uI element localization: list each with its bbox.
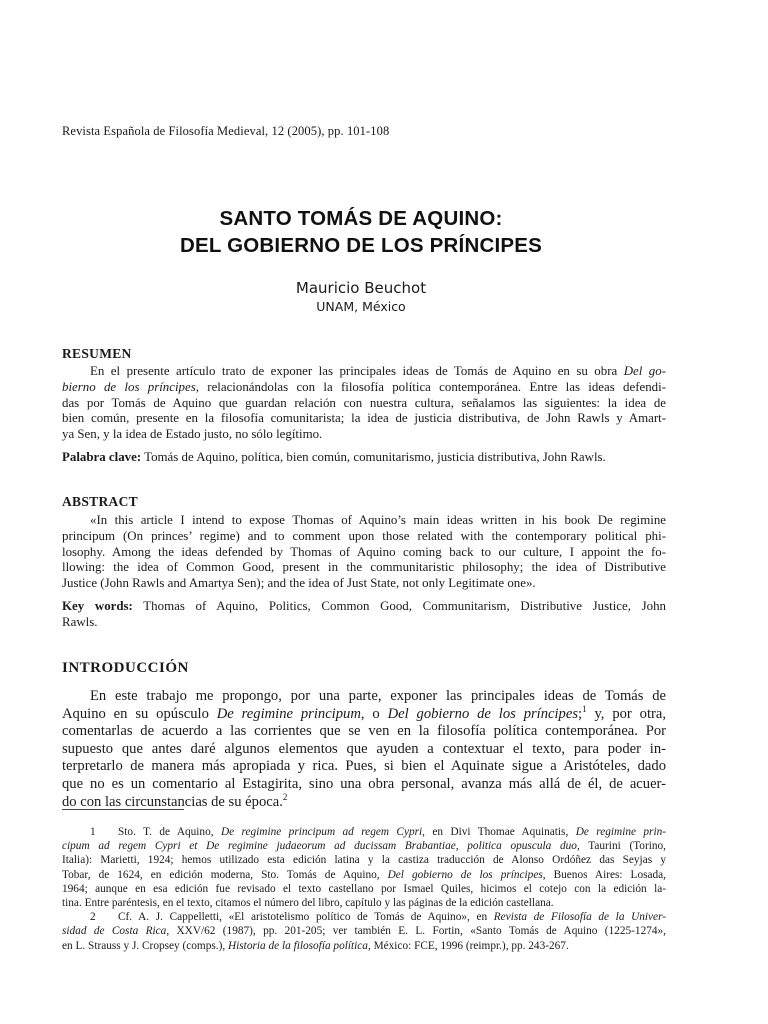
footnote-2-number: 2 (90, 911, 96, 924)
title-line-2: DEL GOBIERNO DE LOS PRÍNCIPES (180, 234, 542, 257)
abstract-heading: ABSTRACT (62, 494, 138, 509)
keywords-label: Palabra clave: (62, 450, 142, 464)
footnote-2-line-1: 2 Cf. A. J. Cappelletti, «El aristotelismo político de Tomás de Aquino», en Revista de Filosofía de la Univer- (90, 911, 667, 924)
journal-citation: Revista Española de Filosofía Medieval, 12 (2005), pp. 101-108 (62, 124, 390, 138)
author-affiliation: UNAM, México (316, 299, 406, 314)
intro-line-7: do con las circunstancias de su época.$^2$ (62, 791, 288, 810)
abstract-line-1: «In this article I intend to expose Thomas of Aquino’s main ideas written in his book De regimine (90, 513, 666, 527)
key-words-text-2: Rawls. (62, 614, 98, 629)
article-title (0, 205, 722, 259)
abstract-line-5: Justice (John Rawls and Amartya Sen); and the idea of Just State, not only Legitimate one». (62, 576, 536, 591)
footnote-2-line-3: en L. Strauss y J. Cropsey (comps.), Historia de la filosofía política, México: FCE, 1996 (reimpr.), pp. 243-267. (62, 939, 569, 952)
footnote-1-line-3: Italia): Marietti, 1924; hemos utilizado esta edición latina y la castiza traducción de Alonso Ordóñez das Seyjas y (62, 854, 666, 867)
resumen-line-1: En el presente artículo trato de exponer las principales ideas de Tomás de Aquino en su obra Del go- (90, 364, 666, 378)
resumen-line-5: ya Sen, y la idea de Estado justo, no sólo legítimo. (62, 427, 323, 442)
author-block (0, 278, 722, 316)
intro-line-1: En este trabajo me propongo, por una parte, exponer las principales ideas de Tomás de (90, 688, 666, 704)
resumen-keywords (62, 450, 666, 466)
intro-line-3: comentarlas de acuerdo a las corrientes que se ven en la filosofía política contemporánea. Por (62, 723, 666, 740)
footnote-1-line-6: tina. Entre paréntesis, en el texto, citamos el número del libro, capítulo y las páginas de la edición castellana. (62, 897, 554, 910)
author-name: Mauricio Beuchot (295, 279, 427, 297)
footnote-2-line-2: sidad de Costa Rica, XXV/62 (1987), pp. 201-205; ver también E. L. Fortin, «Santo Tomás de Aquino (1225-1274», (62, 925, 666, 938)
footnote-divider (62, 809, 184, 810)
footnotes (62, 825, 666, 953)
resumen-line-2: bierno de los príncipes, relacionándolas con la filosofía política contemporánea. Entre las ideas defendi- (62, 379, 667, 394)
key-words-label: Key words: (62, 599, 133, 613)
footnote-1-line-5: 1964; aunque en esa edición fue revisado el texto castellano por Ismael Quiles, hicimos el cotejo con la edición la- (62, 882, 666, 895)
resumen-body (62, 364, 666, 443)
footnote-1-line-1: 1 Sto. T. de Aquino, De regimine principum ad regem Cypri, en Divi Thomae Aquinatis, De regimine prin- (90, 826, 666, 838)
footnote-1-number: 1 (90, 826, 96, 838)
abstract-body (62, 513, 666, 592)
intro-line-6: que no es un comentario al Estagirita, sino una obra personal, avanza más allá de él, de acuer- (62, 775, 666, 792)
abstract-line-4: llowing: the idea of Common Good, present in the communitaristic philosophy; the idea of Distributive (62, 560, 666, 575)
title-line-1: SANTO TOMÁS DE AQUINO: (219, 207, 503, 230)
resumen-line-3: das por Tomás de Aquino que guardan relación con nuestra cultura, señalamos las siguientes: la idea de (62, 395, 666, 410)
intro-line-2: Aquino en su opúsculo De regimine principum, o Del gobierno de los príncipes;$^1$ y, por otra, (62, 703, 667, 722)
resumen-heading: RESUMEN (62, 346, 132, 361)
introduccion-body (62, 688, 666, 811)
footnote-ref-2: 2 (282, 791, 288, 802)
footnote-1-line-4: Tobar, de 1624, en edición moderna, Sto. Tomás de Aquino, Del gobierno de los príncipes, Buenos Aires: Losada, (62, 868, 666, 881)
key-words-text-1: Thomas of Aquino, Politics, Common Good, Communitarism, Distributive Justice, John (132, 599, 666, 613)
resumen-line-4: bien común, presente en la filosofía comunitarista; la idea de justicia distributiva, de John Rawls y Amart- (62, 411, 666, 426)
footnote-1-line-2: cipum ad regem Cypri et De regimine judaeorum ad ducissam Brabantiae, politica opuscula duo, Taurini (Torino, (62, 840, 666, 853)
intro-line-5: terpretarlo de manera más apropiada y rica. Pues, si bien el Aquinate sigue a Aristóteles, dado (62, 758, 666, 775)
intro-line-4: supuesto que antes daré algunos elementos que ayuden a contextuar el texto, para poder in- (62, 740, 666, 757)
footnote-ref-1: 1 (582, 703, 587, 714)
abstract-line-2: principum (On princes’ regime) and to comment upon those related with the contemporary political phi- (62, 528, 666, 543)
introduccion-heading: INTRODUCCIÓN (62, 660, 189, 676)
abstract-keywords (62, 599, 666, 631)
keywords-text: Tomás de Aquino, política, bien común, comunitarismo, justicia distributiva, John Rawls. (141, 450, 606, 464)
abstract-line-3: losophy. Among the ideas defended by Thomas of Aquino coming back to our culture, I appoint the fo- (62, 544, 666, 559)
